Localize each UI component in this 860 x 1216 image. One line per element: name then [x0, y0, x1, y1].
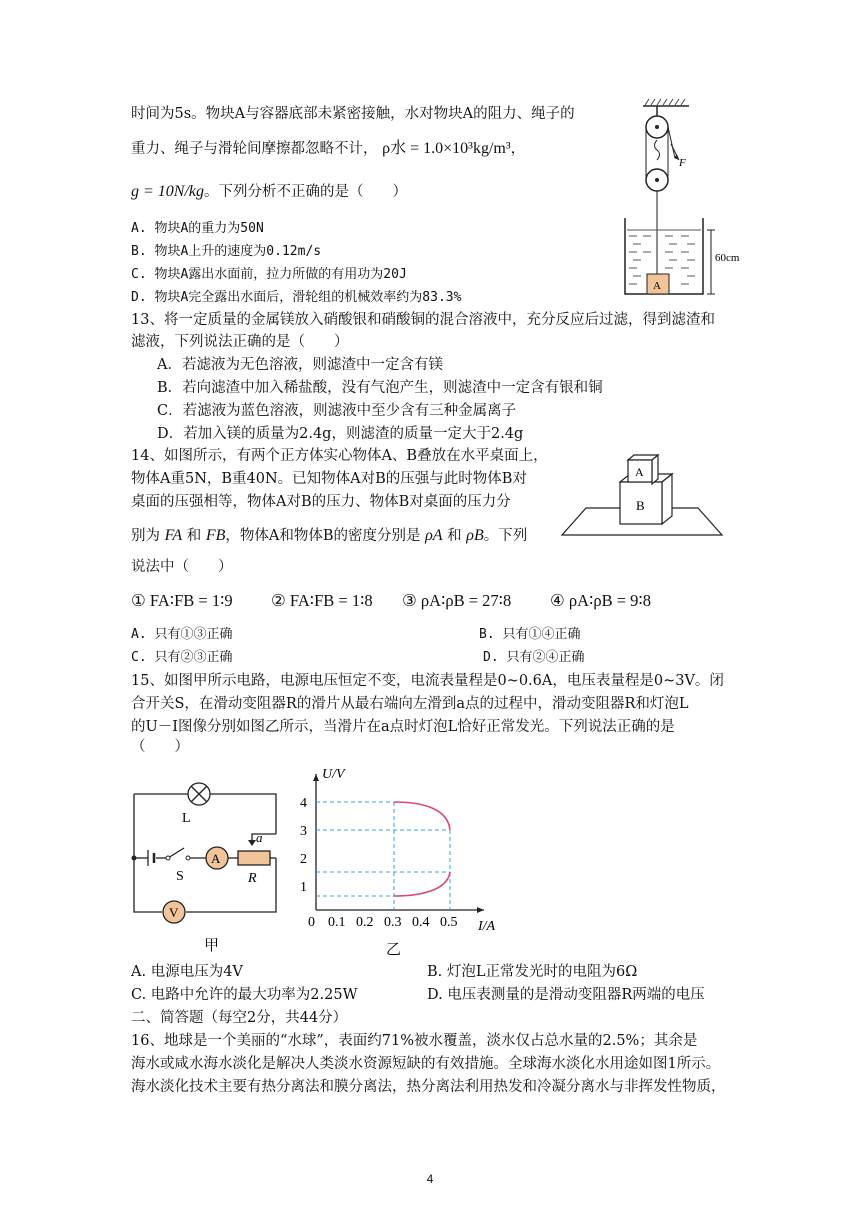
stacked-cubes-figure	[552, 450, 732, 540]
q13-line2: 滤液，下列说法正确的是（ ）	[131, 334, 349, 350]
q14-line4-a: 别为	[131, 528, 160, 544]
lamp-curve	[394, 872, 450, 896]
x-axis-label: I/A	[478, 919, 496, 934]
graph-caption: 乙	[386, 942, 402, 958]
rheostat-curve	[394, 802, 450, 830]
circuit-diagram	[126, 776, 296, 956]
section-heading: 二、简答题（每空2分，共44分）	[131, 1010, 348, 1026]
q12-line2-text: 重力、绳子与滑轮间摩擦都忽略不计，	[131, 141, 378, 157]
y-tick-3: 3	[300, 824, 307, 839]
q14-statement-2: ② FA∶FB = 1∶8	[271, 591, 373, 610]
q15-line3: 的U－I图像分别如图乙所示，当滑片在a点时灯泡L恰好正常发光。下列说法正确的是	[131, 719, 675, 735]
q15-option-a: A. 电源电压为4V	[131, 964, 243, 980]
x-tick-0.3: 0.3	[384, 915, 402, 930]
q15-option-b: B. 灯泡L正常发光时的电阻为6Ω	[427, 964, 638, 980]
ui-graph	[296, 760, 516, 960]
q14-line4-c: 。下列	[483, 528, 528, 544]
cube-a-label: A	[635, 465, 644, 479]
rhoa-symbol: ρA	[425, 527, 443, 544]
q15-option-c: C. 电路中允许的最大功率为2.25W	[131, 987, 358, 1003]
g-formula: g = 10N/kg	[131, 183, 205, 200]
q12-option-b: B. 物块A上升的速度为0.12m/s	[131, 244, 322, 259]
q14-statement-1: ① FA∶FB = 1∶9	[131, 591, 233, 610]
depth-label: 60cm	[715, 252, 740, 264]
q15-option-d: D. 电压表测量的是滑动变阻器R两端的电压	[427, 987, 705, 1003]
y-axis-label: U/V	[322, 767, 345, 782]
lamp-label: L	[182, 811, 191, 826]
x-tick-0.4: 0.4	[412, 915, 430, 930]
switch-label: S	[176, 869, 184, 884]
q12-option-d: D. 物块A完全露出水面后，滑轮组的机械效率约为83.3%	[131, 290, 462, 305]
q14-line4-b: ，物体A和物体B的密度分别是	[225, 528, 421, 544]
circuit-caption: 甲	[204, 938, 220, 954]
rheostat-symbol	[238, 851, 270, 865]
q16-line1: 16、地球是一个美丽的“水球”，表面约71%被水覆盖，淡水仅占总水量的2.5%；其余是	[131, 1033, 698, 1049]
x-tick-0.2: 0.2	[356, 915, 374, 930]
q14-line1: 14、如图所示，有两个正方体实心物体A、B叠放在水平桌面上，	[131, 448, 548, 464]
q13-line1: 13、将一定质量的金属镁放入硝酸银和硝酸铜的混合溶液中，充分反应后过滤，得到滤渣和	[131, 312, 715, 328]
y-tick-1: 1	[300, 880, 307, 895]
y-tick-2: 2	[300, 852, 307, 867]
q12-line2-tail: ，	[510, 141, 526, 157]
q12-line1: 时间为5s。物块A与容器底部未紧密接触，水对物块A的阻力、绳子的	[131, 106, 575, 122]
fa-symbol: FA	[164, 527, 183, 544]
pulley-container-figure	[615, 96, 765, 302]
q12-option-a: A. 物块A的重力为50N	[131, 221, 264, 236]
q14-statement-4: ④ ρA∶ρB = 9∶8	[550, 591, 651, 610]
q12-option-c: C. 物块A露出水面前，拉力所做的有用功为20J	[131, 267, 407, 282]
slider-label: a	[256, 830, 263, 845]
q14-line4	[131, 526, 527, 546]
rho-water-formula: ρ水 = 1.0×10³kg/m³	[382, 140, 511, 157]
force-label: F	[679, 157, 686, 169]
q12-line3-tail: 。下列分析不正确的是（ ）	[204, 184, 408, 200]
q14-line5: 说法中（ ）	[131, 559, 233, 575]
q14-and2: 和	[447, 528, 462, 544]
block-a-label: A	[653, 280, 661, 292]
q15-line2: 合开关S，在滑动变阻器R的滑片从最右端向左滑到a点的过程中，滑动变阻器R和灯泡L	[131, 696, 689, 712]
rhob-symbol: ρB	[466, 527, 484, 544]
q14-option-a: A. 只有①③正确	[131, 627, 233, 642]
q14-line2: 物体A重5N，B重40N。已知物体A对B的压强与此时物体B对	[131, 471, 527, 487]
q14-line3: 桌面的压强相等，物体A对B的压力、物体B对桌面的压力分	[131, 494, 511, 510]
q13-option-d: D．若加入镁的质量为2.4g，则滤渣的质量一定大于2.4g	[157, 426, 524, 442]
q14-option-d: D. 只有②④正确	[483, 650, 585, 665]
ammeter-label: A	[211, 851, 221, 866]
q12-line2	[131, 139, 525, 159]
q14-option-b: B. 只有①④正确	[479, 627, 581, 642]
q16-line2: 海水或咸水海水淡化是解决人类淡水资源短缺的有效措施。全球海水淡化水用途如图1所示。	[131, 1056, 721, 1072]
q12-line3	[131, 182, 407, 202]
q15-line4: （ ）	[131, 739, 189, 755]
cube-b-label: B	[636, 498, 645, 513]
q13-option-b: B．若向滤渣中加入稀盐酸，没有气泡产生，则滤渣中一定含有银和铜	[157, 380, 603, 396]
fb-symbol: FB	[205, 527, 226, 544]
y-tick-4: 4	[300, 796, 307, 811]
q14-option-c: C. 只有②③正确	[131, 650, 233, 665]
x-tick-0: 0	[308, 915, 315, 930]
x-tick-0.1: 0.1	[328, 915, 346, 930]
q14-statement-3: ③ ρA∶ρB = 27∶8	[402, 591, 512, 610]
q14-and: 和	[186, 528, 202, 544]
x-tick-0.5: 0.5	[440, 915, 458, 930]
rheostat-label: R	[248, 871, 257, 886]
voltmeter-label: V	[169, 905, 179, 920]
q13-option-a: A．若滤液为无色溶液，则滤渣中一定含有镁	[157, 357, 443, 373]
q13-option-c: C．若滤液为蓝色溶液，则滤液中至少含有三种金属离子	[157, 403, 517, 419]
page-number: 4	[426, 1172, 434, 1186]
q16-line3: 海水淡化技术主要有热分离法和膜分离法，热分离法利用热发和冷凝分离水与非挥发性物质，	[131, 1079, 726, 1095]
q15-line1: 15、如图甲所示电路，电源电压恒定不变，电流表量程是0~0.6A，电压表量程是0~3V。闭	[131, 673, 724, 689]
